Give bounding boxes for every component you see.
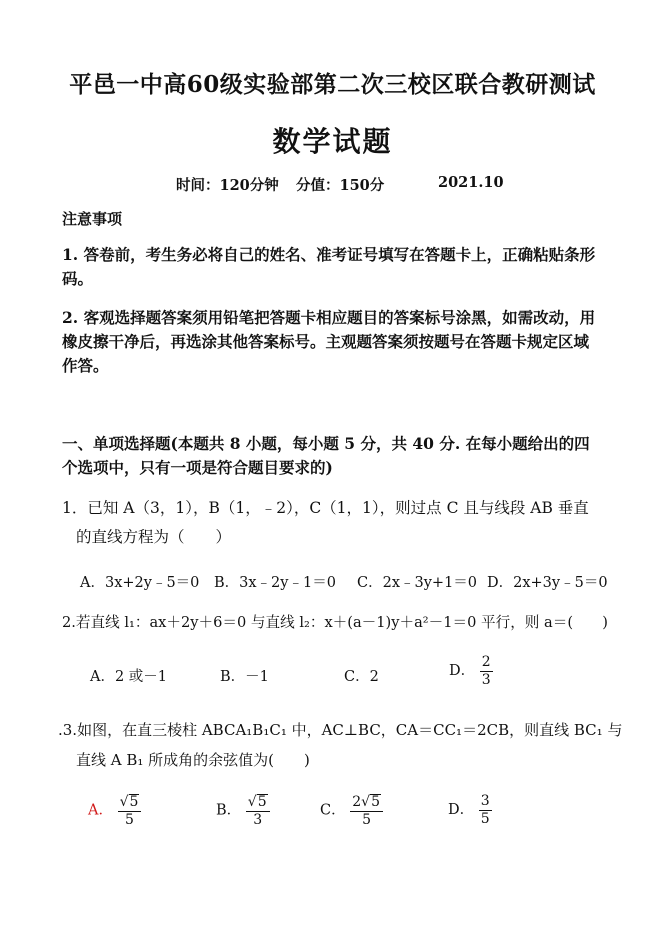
- fraction-denominator: 5: [362, 811, 372, 828]
- exam-time: 时间：120分钟: [176, 177, 279, 194]
- fraction-numerator: [246, 794, 270, 812]
- question-3-option-d: [448, 794, 492, 826]
- fraction-denominator: 3: [253, 811, 263, 828]
- fraction-numerator: [118, 794, 142, 812]
- radicand: 5: [371, 794, 380, 810]
- question-2-option-d: [449, 655, 493, 687]
- question-1-option-d: D．2x+3y﹣5＝0: [487, 575, 608, 591]
- question-3-option-b-label: B．: [216, 802, 242, 819]
- fraction-denominator: 3: [481, 671, 491, 688]
- question-2-option-b: B．－1: [220, 669, 269, 685]
- notice-item-2-line-2: 橡皮擦干净后，再选涂其他答案标号。主观题答案须按题号在答题卡规定区域: [62, 332, 590, 351]
- notice-heading: 注意事项: [62, 210, 123, 228]
- question-2-option-d-fraction: [480, 655, 493, 687]
- question-3-stem-line-1: .3.如图，在直三棱柱 ABCA₁B₁C₁ 中，AC⊥BC，CA＝CC₁＝2CB，则直线 BC₁ 与: [58, 721, 623, 739]
- fraction-denominator: 5: [125, 811, 134, 828]
- exam-title: 平邑一中高60级实验部第二次三校区联合教研测试: [69, 71, 596, 98]
- question-1-option-c: C．2x﹣3y+1＝0: [357, 575, 478, 591]
- question-2-option-c: C．2: [344, 669, 379, 685]
- notice-item-1-line-2: 码。: [62, 269, 94, 288]
- fraction-numerator: 3: [480, 793, 490, 809]
- fraction-numerator: 2: [481, 654, 491, 670]
- question-2-option-a: A．2 或－1: [90, 669, 168, 685]
- fraction-numerator: [350, 794, 383, 812]
- notice-item-2-line-1: 2. 客观选择题答案须用铅笔把答题卡相应题目的答案标号涂黑，如需改动，用: [62, 308, 596, 327]
- question-1-option-b: B．3x﹣2y﹣1＝0: [214, 575, 336, 591]
- radicand: 5: [129, 794, 139, 810]
- coefficient: 2: [352, 794, 362, 810]
- question-3-option-b-fraction: [246, 794, 270, 827]
- question-1-option-a: A．3x+2y﹣5＝0: [80, 575, 200, 591]
- question-3-option-d-fraction: [479, 794, 492, 826]
- question-3-option-b: [216, 794, 270, 827]
- fraction-denominator: 5: [480, 810, 490, 827]
- question-3-option-a-label: A．: [88, 802, 113, 819]
- exam-score: 分值：150分: [296, 177, 385, 194]
- question-3-option-c: [320, 794, 383, 827]
- sqrt-icon: √: [361, 794, 371, 810]
- question-3-option-a: [88, 794, 141, 827]
- question-1-stem-line-1: 1．已知 A（3，1），B（1，﹣2），C（1，1），则过点 C 且与线段 AB 垂直: [62, 499, 589, 517]
- question-1-stem-line-2: 的直线方程为（ ）: [76, 528, 232, 546]
- notice-item-2-line-3: 作答。: [62, 356, 109, 375]
- question-3-option-d-label: D．: [448, 802, 475, 819]
- section-heading-line-1: 一、单项选择题(本题共 8 小题，每小题 5 分，共 40 分. 在每小题给出的四: [62, 434, 590, 453]
- question-2-stem: 2.若直线 l₁：ax＋2y＋6＝0 与直线 l₂：x＋(a－1)y＋a²－1＝0 平行，则 a＝( ): [62, 614, 608, 631]
- question-3-option-c-label: C．: [320, 802, 346, 819]
- sqrt-icon: √: [247, 794, 257, 810]
- notice-item-1-line-1: 1. 答卷前，考生务必将自己的姓名、准考证号填写在答题卡上，正确粘贴条形: [62, 245, 596, 264]
- radicand: 5: [257, 794, 267, 810]
- exam-date: 2021.10: [438, 174, 504, 191]
- section-heading-line-2: 个选项中，只有一项是符合题目要求的): [62, 458, 333, 477]
- question-2-option-d-label: D．: [449, 663, 476, 680]
- sqrt-icon: √: [119, 794, 129, 810]
- question-3-stem-line-2: 直线 A B₁ 所成角的余弦值为( ): [76, 751, 310, 769]
- exam-subject: 数学试题: [272, 125, 393, 158]
- question-3-option-c-fraction: [350, 794, 383, 827]
- question-3-option-a-fraction: [118, 794, 142, 827]
